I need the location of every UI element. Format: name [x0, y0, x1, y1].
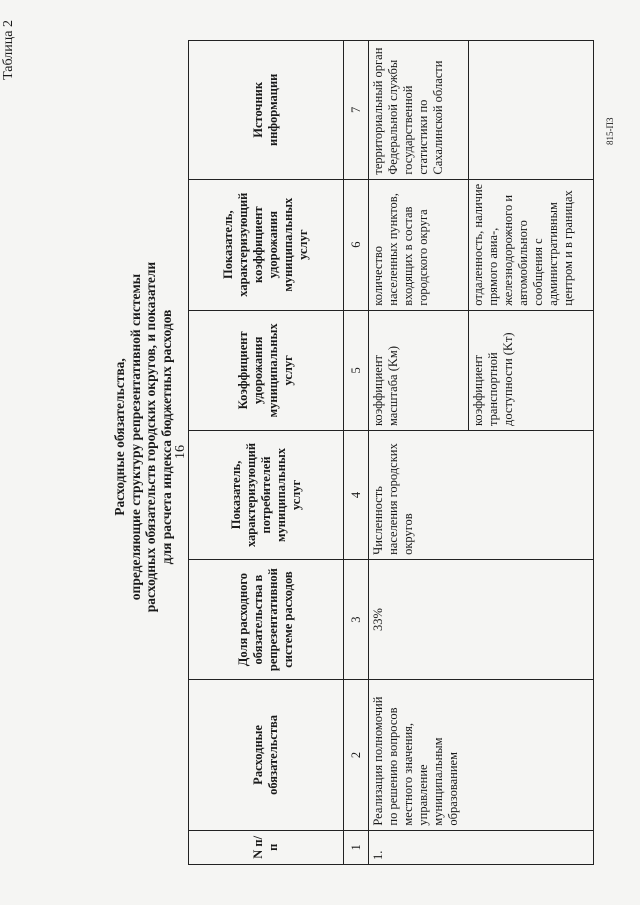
- document-title: [112, 217, 174, 657]
- column-number: 5: [344, 310, 369, 430]
- column-number: 7: [344, 41, 369, 180]
- header-share: Доля расходного обязательства в репрезентативной системе расходов: [189, 559, 344, 679]
- header-obligations: Расходные обязательства: [189, 680, 344, 830]
- coefficient-cell: коэффициент масштаба (Kм): [369, 310, 469, 430]
- title-line: для расчета индекса бюджетных расходов: [158, 309, 174, 565]
- column-number: 2: [344, 680, 369, 830]
- column-number-row: [344, 41, 369, 865]
- header-coefficient-indicator: Показатель, характеризующий коэффициент удорожания муниципальных услуг: [189, 179, 344, 310]
- coefficient-indicator-cell: количество населенных пунктов, входящих в состав городского округа: [369, 179, 469, 310]
- table-label: Таблица 2: [1, 20, 16, 80]
- column-number: 4: [344, 431, 369, 560]
- source-cell: территориальный орган Федеральной службы государственной статистики по Сахалинской области: [369, 41, 469, 180]
- table-row: [469, 41, 594, 865]
- title-line: определяющие структуру репрезентативной системы: [127, 273, 143, 601]
- table-row: [369, 41, 469, 865]
- share-cell-continued: [469, 559, 594, 679]
- title-line: Расходные обязательства,: [112, 358, 127, 516]
- obligation-cell-continued: [469, 680, 594, 830]
- consumer-indicator-cell: Численность населения городских округов: [369, 431, 469, 560]
- page-number: 16: [173, 445, 188, 459]
- obligations-table: [188, 40, 594, 865]
- table-header-row: [189, 41, 344, 865]
- document-code: 815-ПЗ: [605, 117, 615, 145]
- header-coefficient: Коэффициент удорожания муниципальных услуг: [189, 310, 344, 430]
- header-source: Источник информации: [189, 41, 344, 180]
- column-number: 3: [344, 559, 369, 679]
- source-cell: [469, 41, 594, 180]
- obligation-cell: Реализация полномочий по решению вопросов местного значения, управление муниципальным образованием: [369, 680, 469, 830]
- coefficient-cell: коэффициент транспортной доступности (Kт): [469, 310, 594, 430]
- header-consumer-indicator: Показатель, характеризующий потребителей муниципальных услуг: [189, 431, 344, 560]
- header-number: N п/п: [189, 830, 344, 864]
- row-number: 1.: [369, 830, 469, 864]
- column-number: 6: [344, 179, 369, 310]
- consumer-indicator-cell-continued: [469, 431, 594, 560]
- row-number-continued: [469, 830, 594, 864]
- share-cell: 33%: [369, 559, 469, 679]
- title-line: расходных обязательств городских округов, и показатели: [143, 261, 158, 613]
- coefficient-indicator-cell: отдаленность, наличие прямого авиа-, железнодорожного и автомобильного сообщения с административным центром и в границах: [469, 179, 594, 310]
- column-number: 1: [344, 830, 369, 864]
